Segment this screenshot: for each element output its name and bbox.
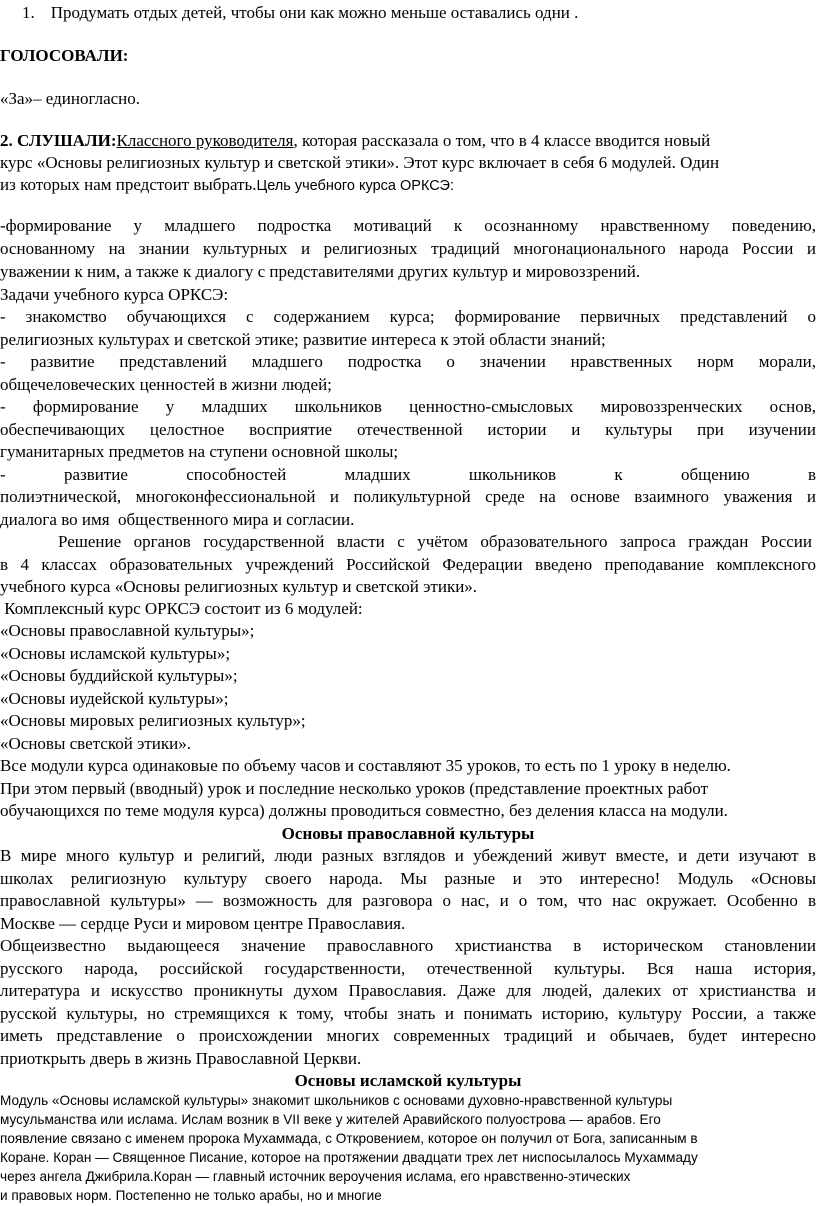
listened-line-2: курс «Основы религиозных культур и светской этики». Этот курс включает в себя 6 модулей. Один [0,153,720,172]
list-item-1 [22,2,812,23]
orthodox-line: приоткрыть дверь в жизнь Православной Церкви. [0,1049,362,1068]
orthodox-line: литература и искусство проникнуты духом Православия. Даже для людей, далеких от христианства и [0,981,816,1000]
orthodox-line: школах религиозную культуру своего народа. Мы разные и это интересно! Модуль «Основы [0,869,816,888]
task-line: общечеловеческих ценностей в жизни людей; [0,375,332,394]
voted-result: «За»– единогласно. [0,89,141,108]
task-line: религиозных культурах и светской этике; развитие интереса к этой области знаний; [0,330,606,349]
task-line: диалога во имя общественного мира и согласии. [0,510,355,529]
orthodox-line: иметь представление о происхождении многих современных традиций и обычаев, будет интересно [0,1026,816,1045]
module-item: «Основы исламской культуры»; [0,644,231,663]
goal-line-1: -формирование у младшего подростка мотиваций к осознанному нравственному поведению, [0,216,816,235]
listened-line-1 [0,130,816,151]
module-item: «Основы мировых религиозных культур»; [0,711,306,730]
module-item: «Основы буддийской культуры»; [0,666,238,685]
list-item-number: 1. [22,3,35,22]
listened-line-3 [0,174,816,197]
section-heading-islam: Основы исламской культуры [294,1071,522,1090]
section-heading-orthodox: Основы православной культуры [281,824,535,843]
module-item: «Основы православной культуры»; [0,621,255,640]
modules-note-line: При этом первый (вводный) урок и последние несколько уроков (представление проектных работ [0,779,709,798]
orthodox-line: В мире много культур и религий, люди разных взглядов и убеждений живут вместе, и дети изучают в [0,846,816,865]
modules-intro: Комплексный курс ОРКСЭ состоит из 6 модулей: [0,599,363,618]
islam-line: Модуль «Основы исламской культуры» знакомит школьников с основами духовно-нравственной культуры [0,1093,673,1108]
speaker-name: Классного руководителя [116,131,294,150]
decision-line-3: учебного курса «Основы религиозных культур и светской этики». [0,577,478,596]
decision-line-2: в 4 классах образовательных учреждений Российской Федерации введено преподавание комплексного [0,555,816,574]
course-goal-label: Цель учебного курса ОРКСЭ: [256,178,454,194]
orthodox-line: русской культуры, но стремящихся к тому, чтобы знать и понимать историю, культуру России, а также [0,1004,816,1023]
islam-line: и правовых норм. Постепенно не только арабы, но и многие [0,1188,382,1203]
task-line: - развитие способностей младших школьников к общению в [0,465,816,484]
voted-heading: ГОЛОСОВАЛИ: [0,46,129,65]
goal-line-2: основанному на знании культурных и религиозных традиций многонационального народа России и [0,239,816,258]
modules-note-line: обучающихся по теме модуля курса) должны проводиться совместно, без деления класса на модули. [0,801,728,820]
goal-line-3: уважении к ним, а также к диалогу с представителями других культур и мировоззрений. [0,262,641,281]
task-line: - формирование у младших школьников ценностно-смысловых мировоззренческих основ, [0,397,816,416]
islam-line: появление связано с именем пророка Мухаммада, с Откровением, которое он получил от Бога, записанным в [0,1131,698,1146]
task-line: гуманитарных предметов на ступени основной школы; [0,442,399,461]
listened-line-1-rest: , которая рассказала о том, что в 4 классе вводится новый [293,131,711,150]
islam-line: Коране. Коран — Священное Писание, которое на протяжении двадцати трех лет ниспосылалось Мухаммаду [0,1150,698,1165]
orthodox-line: Москве — сердце Руси и мировом центре Православия. [0,914,406,933]
islam-line: через ангела Джибрила.Коран — главный источник вероучения ислама, его нравственно-этических [0,1169,631,1184]
decision-line-1: Решение органов государственной власти с учётом образовательного запроса граждан России [58,532,812,551]
orthodox-line: православной культуры» — возможность для разговора о нас, и о том, что нас окружает. Особенно в [0,891,816,910]
orthodox-line: русского народа, российской государственности, отечественной культуры. Вся наша история, [0,959,816,978]
orthodox-line: Общеизвестно выдающееся значение православного христианства в историческом становлении [0,936,816,955]
module-item: «Основы иудейской культуры»; [0,689,229,708]
islam-line: мусульманства или ислама. Ислам возник в VII веке у жителей Аравийского полуострова — арабов. Его [0,1112,661,1127]
modules-note-line: Все модули курса одинаковые по объему часов и составляют 35 уроков, то есть по 1 уроку в неделю. [0,756,731,775]
listened-label: 2. СЛУШАЛИ: [0,131,117,150]
tasks-heading: Задачи учебного курса ОРКСЭ: [0,285,229,304]
task-line: - знакомство обучающихся с содержанием курса; формирование первичных представлений о [0,307,816,326]
listened-line-3-text: из которых нам предстоит выбрать. [0,175,257,194]
list-item-text: Продумать отдых детей, чтобы они как можно меньше оставались одни . [50,3,579,22]
module-item: «Основы светской этики». [0,734,191,753]
task-line: полиэтнической, многоконфессиональной и поликультурной среде на основе взаимного уважения и [0,487,816,506]
task-line: обеспечивающих целостное восприятие отечественной истории и культуры при изучении [0,420,816,439]
task-line: - развитие представлений младшего подростка о значении нравственных норм морали, [0,352,816,371]
